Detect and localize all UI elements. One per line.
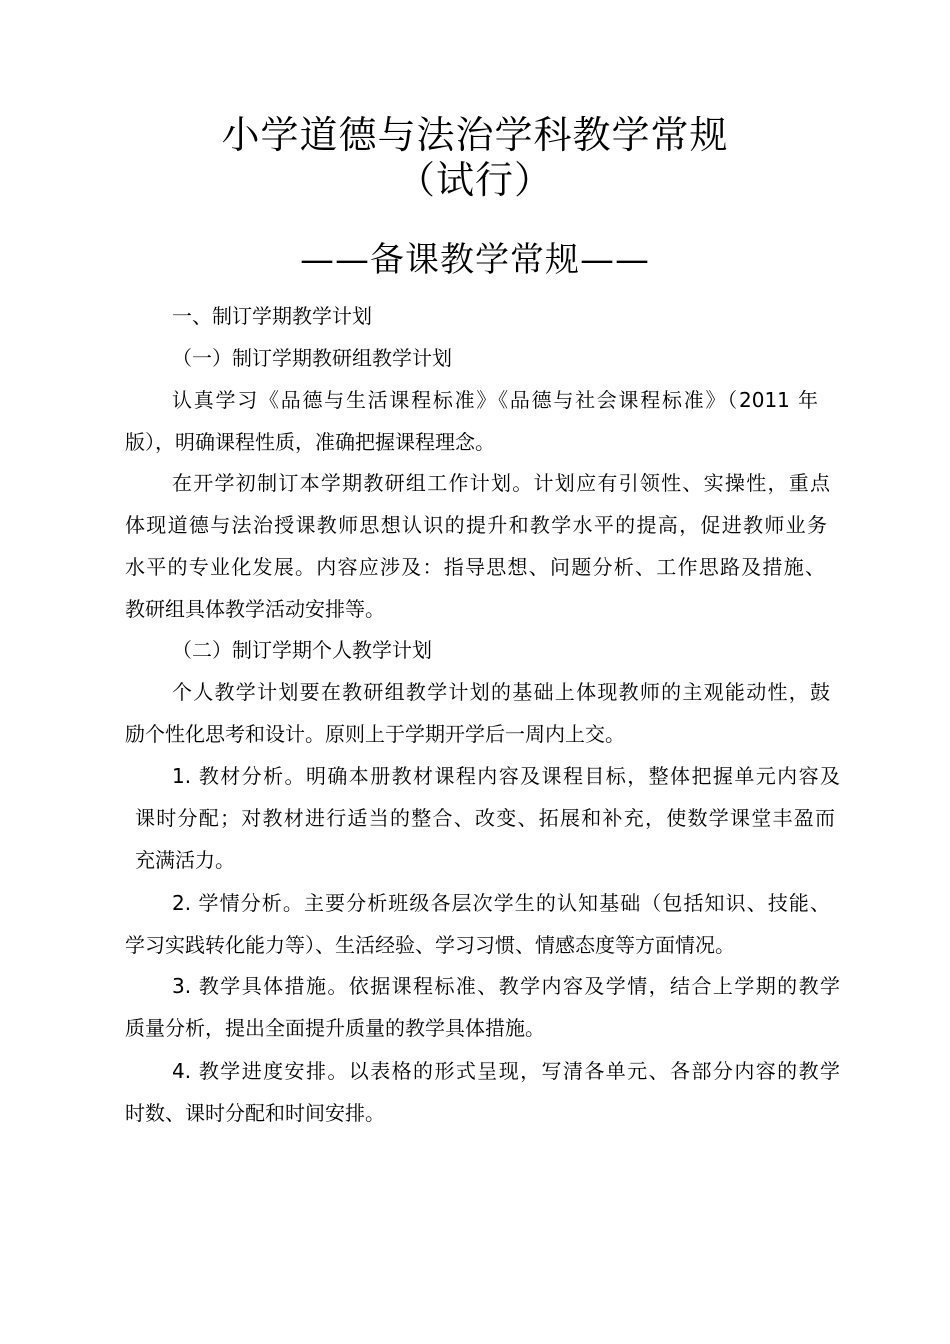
list-item-line: 课时分配；对教材进行适当的整合、改变、拓展和补充，使数学课堂丰盈而 [135,806,835,830]
paragraph-line: 个人教学计划要在教研组教学计划的基础上体现教师的主观能动性，鼓 [172,680,830,704]
list-item-line: 1. 教材分析。明确本册教材课程内容及课程目标，整体把握单元内容及 [172,764,840,788]
paragraph-line: 在开学初制订本学期教研组工作计划。计划应有引领性、实操性，重点 [172,471,830,495]
paragraph-line: 水平的专业化发展。内容应涉及：指导思想、问题分析、工作思路及措施、 [125,555,825,579]
list-item-line: 4. 教学进度安排。以表格的形式呈现，写清各单元、各部分内容的教学 [172,1059,840,1083]
paragraph-line: 励个性化思考和设计。原则上于学期开学后一周内上交。 [125,722,625,746]
document-title-note: （试行） [396,158,553,202]
subsection-heading: （一）制订学期教研组教学计划 [172,346,452,370]
list-item-line: 3. 教学具体措施。依据课程标准、教学内容及学情，结合上学期的教学 [172,974,840,998]
paragraph-line: 版），明确课程性质，准确把握课程理念。 [125,430,495,454]
subsection-heading: （二）制订学期个人教学计划 [172,638,432,662]
document-title: 小学道德与法治学科教学常规 [221,113,729,157]
list-item-line: 2. 学情分析。主要分析班级各层次学生的认知基础（包括知识、技能、 [172,891,830,915]
list-item-line: 质量分析，提出全面提升质量的教学具体措施。 [125,1016,545,1040]
paragraph-line: 体现道德与法治授课教师思想认识的提升和教学水平的提高，促进教师业务 [125,513,827,537]
list-item-line: 学习实践转化能力等）、生活经验、学习习惯、情感态度等方面情况。 [125,933,735,957]
document-subtitle: ——备课教学常规—— [300,240,650,280]
list-item-line: 充满活力。 [135,848,235,872]
paragraph-line: 认真学习《品德与生活课程标准》《品德与社会课程标准》（2011 年 [172,388,818,412]
list-item-line: 时数、课时分配和时间安排。 [125,1101,385,1125]
paragraph-line: 教研组具体教学活动安排等。 [125,597,385,621]
section-heading: 一、制订学期教学计划 [172,304,372,328]
